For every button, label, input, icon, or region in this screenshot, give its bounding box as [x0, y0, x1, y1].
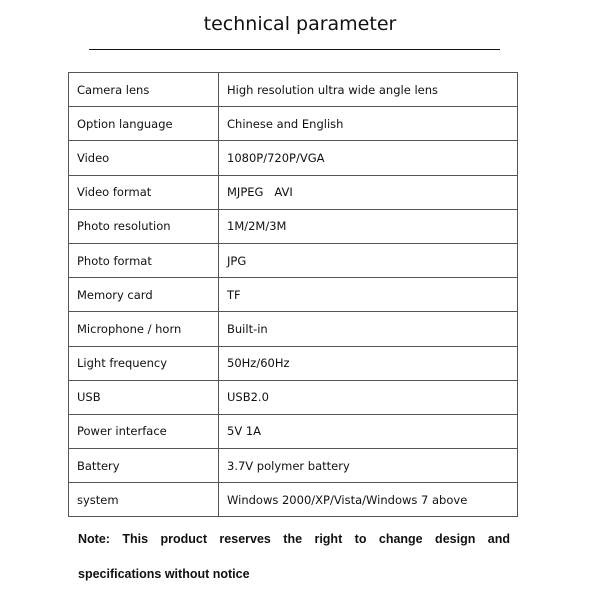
table-row: [69, 141, 518, 175]
param-value: Built-in: [219, 312, 518, 346]
table-row: [69, 243, 518, 277]
table-row: [69, 278, 518, 312]
table-row: [69, 312, 518, 346]
param-name: USB: [69, 380, 219, 414]
param-value: TF: [219, 278, 518, 312]
param-name: Memory card: [69, 278, 219, 312]
param-value: 1080P/720P/VGA: [219, 141, 518, 175]
param-value: Windows 2000/XP/Vista/Windows 7 above: [219, 483, 518, 517]
param-value: 50Hz/60Hz: [219, 346, 518, 380]
table-row: [69, 380, 518, 414]
param-name: Video: [69, 141, 219, 175]
param-value: 1M/2M/3M: [219, 209, 518, 243]
title-underline: [89, 49, 500, 50]
param-name: Battery: [69, 449, 219, 483]
param-name: Option language: [69, 107, 219, 141]
param-name: Light frequency: [69, 346, 219, 380]
param-value: Chinese and English: [219, 107, 518, 141]
param-name: Photo resolution: [69, 209, 219, 243]
table-row: [69, 414, 518, 448]
table-row: [69, 346, 518, 380]
table-row: [69, 73, 518, 107]
param-value: MJPEG AVI: [219, 175, 518, 209]
param-name: Video format: [69, 175, 219, 209]
param-name: Photo format: [69, 243, 219, 277]
param-name: system: [69, 483, 219, 517]
param-name: Camera lens: [69, 73, 219, 107]
table-row: [69, 175, 518, 209]
spec-table: [68, 72, 518, 517]
table-row: [69, 449, 518, 483]
table-row: [69, 209, 518, 243]
note-line-2: specifications without notice: [78, 567, 250, 581]
note-line-1: Note: This product reserves the right to change design and: [78, 532, 510, 546]
param-value: 5V 1A: [219, 414, 518, 448]
param-value: High resolution ultra wide angle lens: [219, 73, 518, 107]
page-title: technical parameter: [203, 13, 397, 35]
table-row: [69, 107, 518, 141]
param-name: Power interface: [69, 414, 219, 448]
param-value: 3.7V polymer battery: [219, 449, 518, 483]
table-row: [69, 483, 518, 517]
param-value: USB2.0: [219, 380, 518, 414]
param-name: Microphone / horn: [69, 312, 219, 346]
param-value: JPG: [219, 243, 518, 277]
